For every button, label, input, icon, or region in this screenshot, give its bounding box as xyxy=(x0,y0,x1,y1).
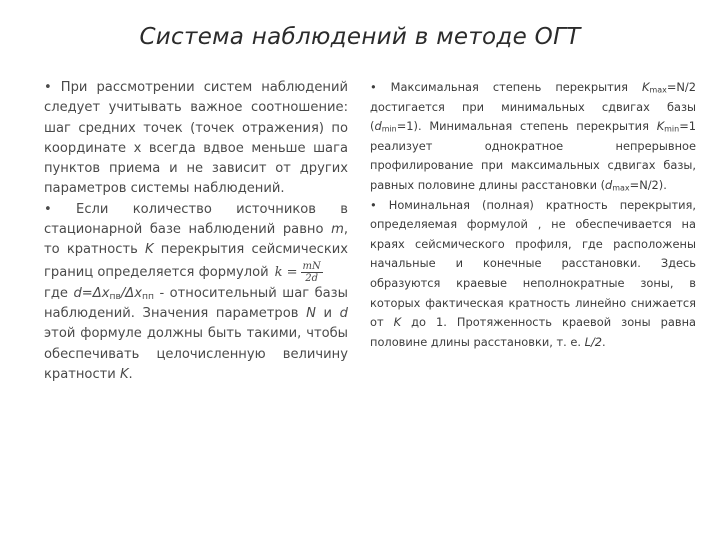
variable-N: N xyxy=(306,305,316,321)
variable-d: d xyxy=(605,177,613,192)
left-paragraph-2 xyxy=(44,200,348,385)
text-run: =N/2 достигается при минимальных сдвигах базы ( xyxy=(370,80,696,134)
text-run: • Номинальная (полная) кратность перекрытия, определяемая формулой , не обеспечивается на краях сейсмического профиля, где расположены начальные и конечные расстановки. Здесь образуются краевые неполнократные зоны, в которых фактическая кратность линейно снижается от xyxy=(370,197,696,330)
text-run: этой формуле должны быть такими, чтобы обеспечивать целочисленную величину кратности xyxy=(44,326,348,382)
fold-formula xyxy=(275,261,323,284)
text-run: и xyxy=(315,305,340,321)
variable-dx: /Δx xyxy=(120,285,142,301)
subscript: max xyxy=(612,183,630,193)
formula-fraction xyxy=(301,261,323,284)
text-run: • Если количество источников в стационарной базе наблюдений равно xyxy=(44,201,348,238)
text-run: - относительный шаг базы наблюдений. Значения параметров xyxy=(44,285,348,321)
right-column xyxy=(370,78,696,352)
subscript: max xyxy=(649,85,667,95)
variable-K: K xyxy=(641,80,650,94)
variable-K: K xyxy=(393,315,402,330)
subscript: пп xyxy=(141,290,154,302)
formula-k: k xyxy=(274,264,283,280)
subscript: пв xyxy=(109,290,121,302)
variable-d: d xyxy=(339,305,348,321)
text-run: =1 реализует однократное непрерывное профилирование при максимальных сдвигах базы, равных половине длины расстановки ( xyxy=(370,119,696,192)
right-paragraph-2 xyxy=(370,196,696,353)
text-run: • Максимальная степень перекрытия xyxy=(370,80,642,94)
variable-K: K xyxy=(144,242,154,258)
variable-m: m xyxy=(331,222,344,238)
text-run: . xyxy=(128,366,133,382)
text-run: до 1. Протяженность краевой зоны равна половине длины расстановки, т. е. xyxy=(370,315,696,349)
formula-denominator: 2d xyxy=(305,272,319,284)
variable-K: K xyxy=(656,119,665,134)
slide-title: Система наблюдений в методе ОГТ xyxy=(139,24,581,50)
text-run: перекрытия сейсмических границ определяется формулой xyxy=(44,242,348,280)
formula-numerator: mN xyxy=(302,260,321,272)
subscript: min xyxy=(664,124,680,134)
variable-d-expr: d=Δx xyxy=(73,285,110,301)
variable-L: L/2 xyxy=(584,334,603,349)
subscript: min xyxy=(381,124,397,134)
left-column xyxy=(44,78,348,385)
formula-equals: = xyxy=(286,264,298,280)
variable-K: K xyxy=(119,366,129,382)
text-run: =N/2). xyxy=(629,177,667,192)
variable-d: d xyxy=(374,119,382,134)
text-run: , то кратность xyxy=(44,222,348,258)
text-run: . xyxy=(602,334,606,349)
right-paragraph-1 xyxy=(370,78,696,196)
text-run: где xyxy=(44,285,74,301)
text-run: =1). Минимальная степень перекрытия xyxy=(396,119,657,134)
left-paragraph-1: • При рассмотрении систем наблюдений следует учитывать важное соотношение: шаг средних точек (точек отражения) по координате x всегда вдвое меньше шага пунктов приема и не зависит от других параметров системы наблюдений. xyxy=(44,80,348,197)
